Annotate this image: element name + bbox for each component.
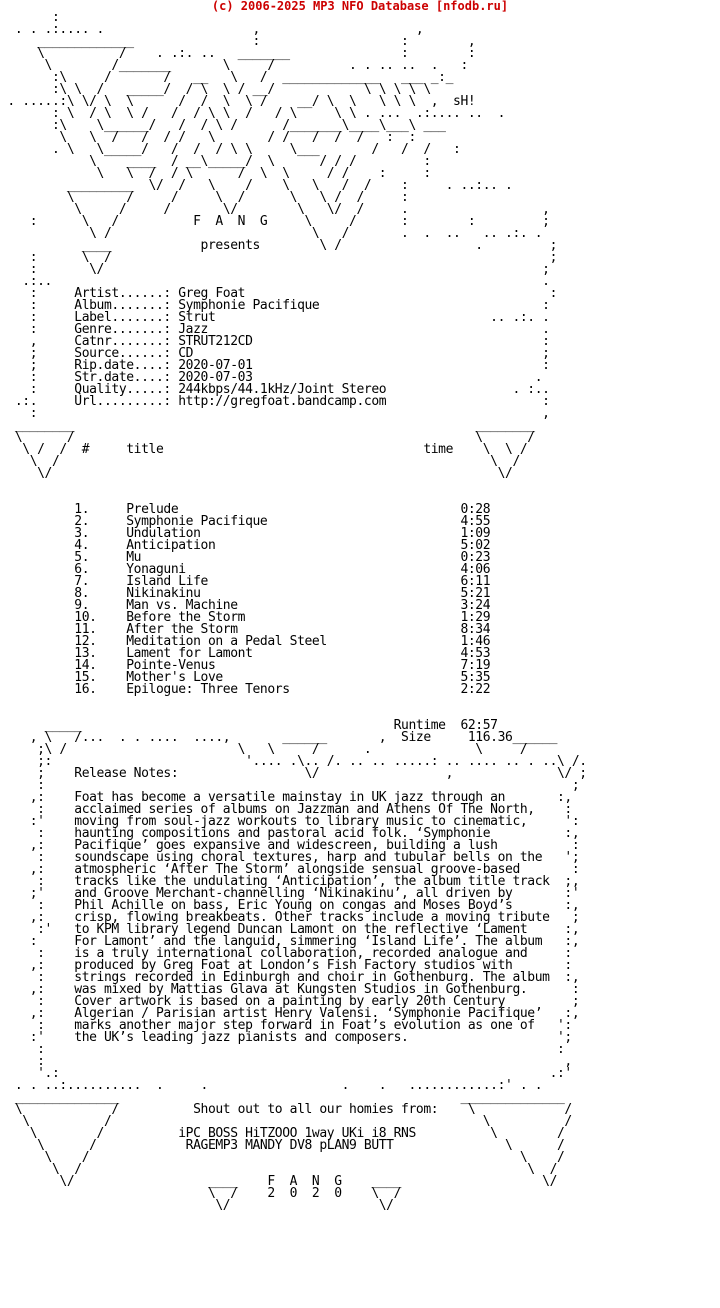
nfo-line: 7. Island Life 6:11	[0, 574, 491, 589]
nfo-line: . .....:\ \/ \ \ / / \ \ / __/ \ \ \ \ \ , sH!	[0, 94, 476, 109]
nfo-line: ,: Foat has become a versatile mainstay in UK jazz through an :,	[0, 790, 572, 805]
nfo-line: \ / / \ / \ \ / / :	[0, 190, 409, 205]
nfo-line: \ / 2 0 2 0 \ /	[0, 1186, 402, 1201]
nfo-line: \ \ / / \ / \ \ / / : :	[0, 166, 431, 181]
nfo-line: \ / Shout out to all our homies from: \ /	[0, 1102, 572, 1117]
nfo-line: : acclaimed series of albums on Jazzman and Athens Of The North, :	[0, 802, 572, 817]
nfo-line: ; Source......: CD ;	[0, 346, 550, 361]
nfo-line: 14. Pointe-Venus 7:19	[0, 658, 491, 673]
nfo-viewer	[0, 12, 720, 1212]
nfo-line: 5. Mu 0:23	[0, 550, 491, 565]
nfo-line: \ / iPC BOSS HiTZOOO 1way UKi i8 RNS \ /	[0, 1126, 565, 1141]
nfo-line: : Phil Achille on bass, Eric Young on congas and Moses Boyd’s :,	[0, 898, 580, 913]
nfo-line: ,: crisp, flowing breakbeats. Other tracks include a moving tribute ;	[0, 910, 580, 925]
nfo-line: : strings recorded in Edinburgh and choir in Gothenburg. The album :,	[0, 970, 580, 985]
nfo-line: ,: atmospheric ‘After The Storm’ alongside sensual groove-based :	[0, 862, 580, 877]
nfo-line: ,: Algerian / Parisian artist Henry Valensi. ‘Symphonie Pacifique’ :,	[0, 1006, 580, 1021]
nfo-line: 2. Symphonie Pacifique 4:55	[0, 514, 491, 529]
nfo-line: : ;	[0, 778, 580, 793]
nfo-line: ;: '.... .\.. /. .. .. .....: .. .... .. . ..\ /.	[0, 754, 587, 769]
nfo-line: : marks another major step forward in Foat’s evolution as one of ':	[0, 1018, 572, 1033]
nfo-line: : Quality.....: 244kbps/44.1kHz/Joint Stereo . :..	[0, 382, 550, 397]
nfo-ascii-art-text	[0, 12, 720, 1212]
nfo-line: 1. Prelude 0:28	[0, 502, 491, 517]
nfo-line: . \ \_____/ / / / \ \ \___ / / / :	[0, 142, 461, 157]
nfo-line: . . ..:.......... . . . . ............:' . .	[0, 1078, 543, 1093]
nfo-line: 3. Undulation 1:09	[0, 526, 491, 541]
nfo-line: ,: was mixed by Mattias Glava at Kungsten Studios in Gothenburg. :	[0, 982, 580, 997]
nfo-line: : \ / \ \ / / / \ \ / / \ \ \ . ... .:.... .. .	[0, 106, 506, 121]
nfo-line: 6. Yonaguni 4:06	[0, 562, 491, 577]
nfo-line: 10. Before the Storm 1:29	[0, 610, 491, 625]
nfo-line: \ / \ /	[0, 430, 535, 445]
nfo-line: '.: .:'	[0, 1066, 572, 1081]
nfo-line: \ / \ /	[0, 454, 520, 469]
nfo-line: 16. Epilogue: Three Tenors 2:22	[0, 682, 491, 697]
nfo-line: .:. Url.........: http://gregfoat.bandcamp.com :	[0, 394, 550, 409]
nfo-line: : Genre.......: Jazz .	[0, 322, 550, 337]
nfo-line: ________ ________	[0, 418, 535, 433]
nfo-line: \/ ____ F A N G ____ \/	[0, 1174, 557, 1189]
nfo-line: 12. Meditation on a Pedal Steel 1:46	[0, 634, 491, 649]
nfo-line: _________ \/ / \ / \ \ / / : . ..:.. .	[0, 178, 513, 193]
nfo-line: : ,	[0, 1054, 572, 1069]
nfo-line: :\ / / __ \ / _____________ ___ _:_	[0, 70, 454, 85]
nfo-line: ;' and Groove Merchant-channelling ‘Nikinakinu’, all driven by :'	[0, 886, 580, 901]
nfo-line: : soundscape using choral textures, harp and tubular bells on the ';	[0, 850, 580, 865]
nfo-line: 15. Mother's Love 5:35	[0, 670, 491, 685]
nfo-line: : \ / F A N G \ / : : ;	[0, 214, 550, 229]
nfo-line: \ ____ / __\_____/ \ / / / :	[0, 154, 431, 169]
nfo-line: 8. Nikinakinu 5:21	[0, 586, 491, 601]
nfo-line: ; Rip.date....: 2020-07-01 :	[0, 358, 550, 373]
nfo-line: :' moving from soul-jazz workouts to library music to cinematic, ':	[0, 814, 580, 829]
nfo-line: \ / \ /	[0, 1162, 557, 1177]
nfo-line: 13. Lament for Lamont 4:53	[0, 646, 491, 661]
nfo-line: \ / . .:. .. _______ : :	[0, 46, 476, 61]
nfo-line: : ,	[0, 406, 550, 421]
nfo-line: \ / RAGEMP3 MANDY DV8 pLAN9 BUTT \ /	[0, 1138, 565, 1153]
nfo-line: 9. Man vs. Machine 3:24	[0, 598, 491, 613]
nfo-line: , Catnr.......: STRUT212CD :	[0, 334, 550, 349]
nfo-line: _____ Runtime 62:57	[0, 718, 498, 733]
nfo-line: ; Release Notes: \/ , \/ ;	[0, 766, 587, 781]
nfo-line: ,: produced by Greg Foat at London’s Fish Factory studios with :	[0, 958, 572, 973]
nfo-line: : Cover artwork is based on a painting by early 20th Century ;	[0, 994, 580, 1009]
nfo-line: , \ /... . . .... ...., ______ , Size 116.36______	[0, 730, 557, 745]
nfo-line: :\ \ / _____/ / \ \ / __/ \ \ \ \ \	[0, 82, 431, 97]
nfo-line: : is a truly international collaboration, recorded analogue and :	[0, 946, 572, 961]
nfo-line: :' to KPM library legend Duncan Lamont on the reflective ‘Lament :,	[0, 922, 580, 937]
nfo-line: ______________ ______________	[0, 1090, 565, 1105]
nfo-line: 4. Anticipation 5:02	[0, 538, 491, 553]
nfo-line: : \/ ;	[0, 262, 550, 277]
nfo-line: \/ \/	[0, 466, 513, 481]
nfo-line: : tracks like the undulating ‘Anticipation’, the album title track ;,	[0, 874, 580, 889]
site-credit-link[interactable]: (c) 2006-2025 MP3 NFO Database [nfodb.ru]	[211, 0, 509, 13]
nfo-line: : For Lamont’ and the languid, simmering ‘Island Life’. The album :,	[0, 934, 580, 949]
nfo-line: : :	[0, 1042, 565, 1057]
nfo-line: : Label.......: Strut .. .:. .	[0, 310, 550, 325]
nfo-line: . . .:.... . , ,	[0, 22, 424, 37]
nfo-line: : Artist......: Greg Foat :	[0, 286, 557, 301]
nfo-line: : Str.date....: 2020-07-03 .	[0, 370, 543, 385]
nfo-line: : haunting compositions and pastoral acid folk. ‘Symphonie :,	[0, 826, 580, 841]
nfo-line: : \ / ;	[0, 250, 557, 265]
nfo-line: 11. After the Storm 8:34	[0, 622, 491, 637]
nfo-line: _____________ : : ,	[0, 34, 476, 49]
nfo-line: \ / \ /	[0, 1114, 572, 1129]
nfo-line: \ \ / / / / \ / / / / / : :	[0, 130, 416, 145]
nfo-line: \ / / # title time \ \ /	[0, 442, 528, 457]
nfo-line: .:.. .	[0, 274, 550, 289]
nfo-line: \ /_______ \ / . . .. .. . :	[0, 58, 468, 73]
nfo-line: \ / \ /	[0, 1150, 565, 1165]
nfo-line: \/ \/	[0, 1198, 394, 1212]
nfo-line: \ / \ / . . .. .. .:. .	[0, 226, 543, 241]
nfo-line: ____ presents \ / . ;	[0, 238, 557, 253]
nfo-line: :' the UK’s leading jazz pianists and composers. ';	[0, 1030, 572, 1045]
nfo-line: ;\ / \ \ / . \ /	[0, 742, 528, 757]
nfo-line: :	[0, 12, 60, 25]
nfo-line: :\ \______/ / / \ / /_______\____\___\ ___	[0, 118, 446, 133]
nfo-line: : Album.......: Symphonie Pacifique :	[0, 298, 550, 313]
nfo-line: \ / / \/ \ \/ / . ,	[0, 202, 550, 217]
nfo-line: ,: Pacifique’ goes expansive and widescreen, building a lush :	[0, 838, 580, 853]
